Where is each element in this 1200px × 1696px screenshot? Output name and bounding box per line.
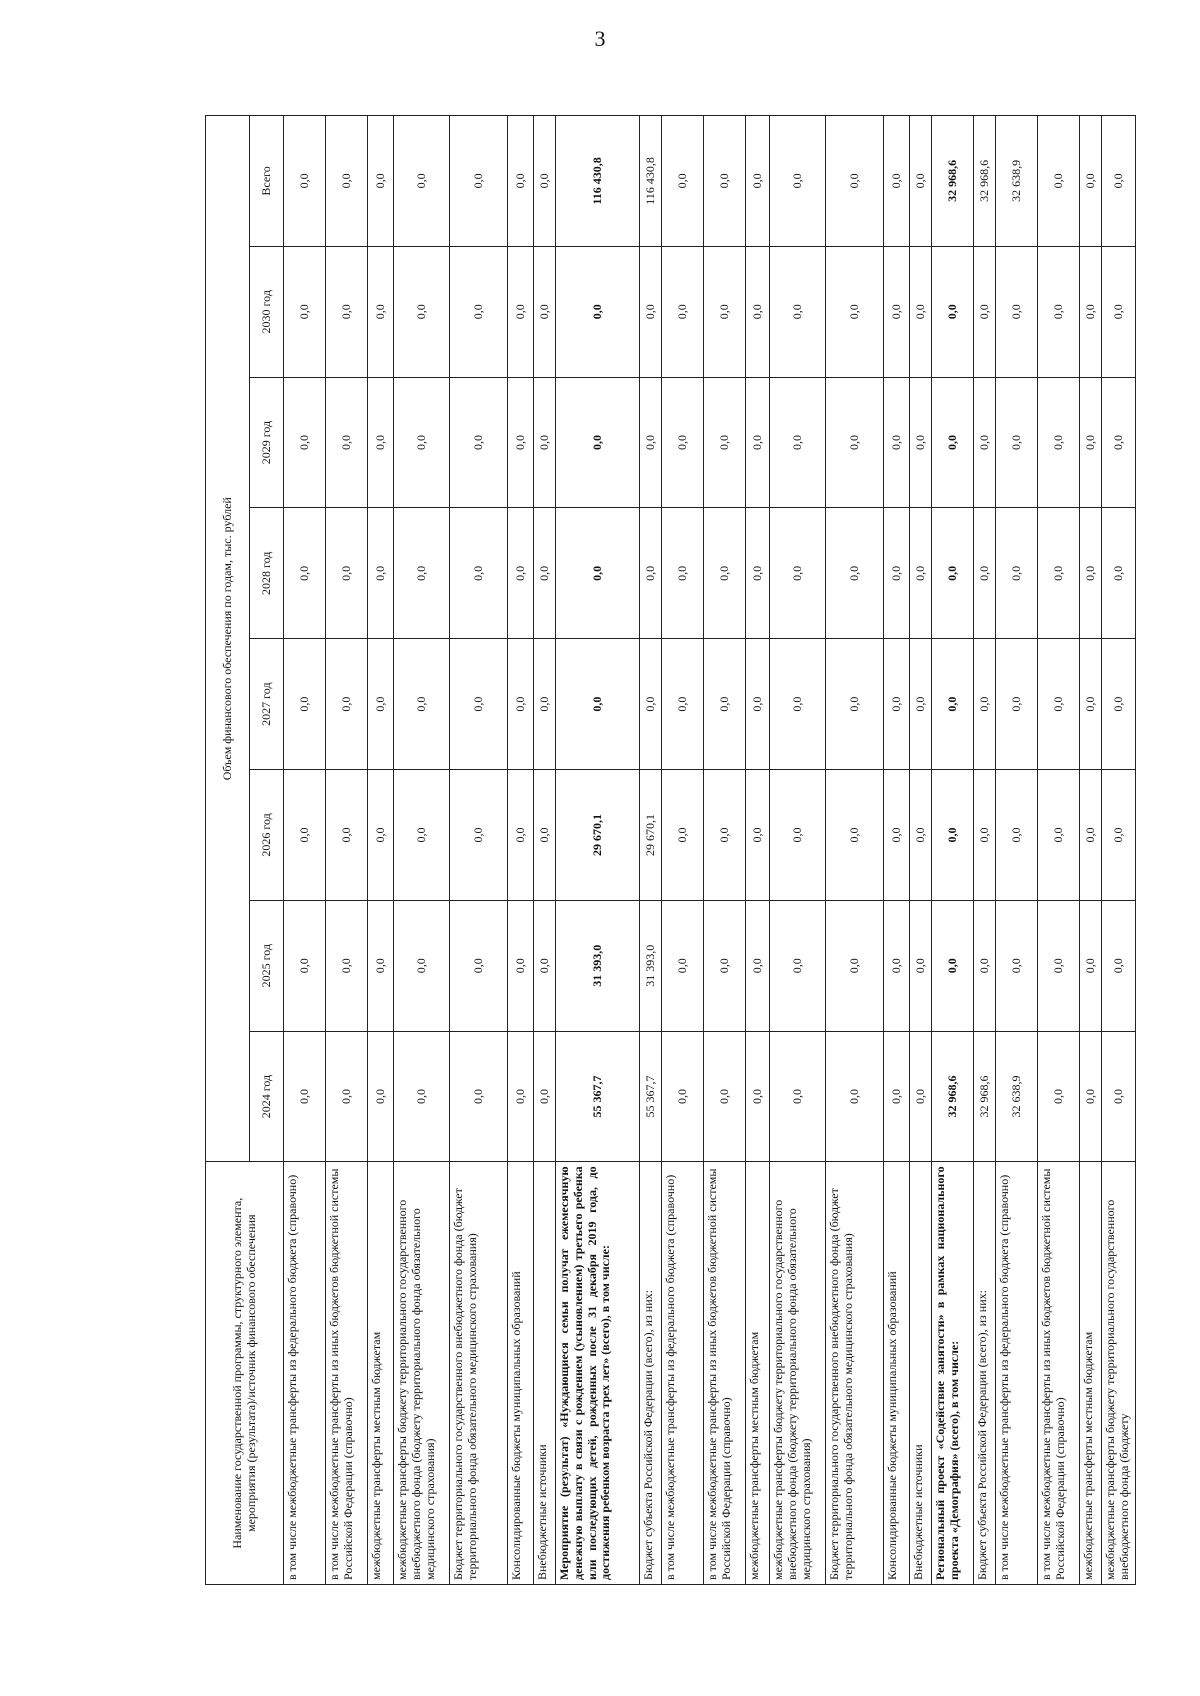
row-value: 0,0 <box>394 508 450 639</box>
row-value: 0,0 <box>662 116 704 247</box>
row-value: 0,0 <box>884 900 910 1031</box>
row-value: 0,0 <box>508 639 534 770</box>
row-value: 0,0 <box>884 116 910 247</box>
row-value: 0,0 <box>770 116 826 247</box>
header-year: Всего <box>250 116 284 247</box>
row-value: 0,0 <box>996 377 1038 508</box>
row-value: 0,0 <box>746 246 770 377</box>
header-name-column: Наименование государственной программы, структурного элемента, мероприятия (результата)/источник финансового обеспечения <box>206 1162 284 1585</box>
table-row <box>368 116 394 1585</box>
row-value: 0,0 <box>932 508 974 639</box>
row-value: 0,0 <box>662 770 704 901</box>
table-row <box>932 116 974 1585</box>
row-value: 0,0 <box>368 508 394 639</box>
row-value: 0,0 <box>910 116 932 247</box>
row-value: 32 968,6 <box>932 1031 974 1162</box>
row-value: 0,0 <box>284 1031 326 1162</box>
row-name: Внебюджетные источники <box>910 1162 932 1585</box>
row-value: 0,0 <box>884 639 910 770</box>
row-value: 0,0 <box>910 377 932 508</box>
row-value: 0,0 <box>826 1031 884 1162</box>
row-value: 0,0 <box>996 639 1038 770</box>
row-name: в том числе межбюджетные трансферты из федерального бюджета (справочно) <box>662 1162 704 1585</box>
row-value: 0,0 <box>884 770 910 901</box>
row-value: 0,0 <box>326 377 368 508</box>
row-value: 0,0 <box>1102 246 1136 377</box>
table-row <box>1038 116 1080 1585</box>
row-value: 0,0 <box>640 639 662 770</box>
row-value: 0,0 <box>746 116 770 247</box>
row-value: 0,0 <box>770 639 826 770</box>
row-value: 0,0 <box>394 900 450 1031</box>
row-value: 0,0 <box>704 900 746 1031</box>
row-name: Мероприятие (результат) «Нуждающиеся семьи получат ежемесячную денежную выплату в связи с рождением (усыновлением) третьего ребенка или последующих детей, рожденных после 31 декабря 2019 года, до достижения ребенком возраста трех лет» (всего), в том числе: <box>556 1162 640 1585</box>
row-value: 0,0 <box>394 377 450 508</box>
row-value: 0,0 <box>394 639 450 770</box>
row-value: 0,0 <box>534 377 556 508</box>
row-value: 0,0 <box>1080 116 1102 247</box>
row-value: 0,0 <box>704 1031 746 1162</box>
row-value: 0,0 <box>704 246 746 377</box>
row-value: 0,0 <box>826 246 884 377</box>
table-row <box>884 116 910 1585</box>
row-name: Консолидированные бюджеты муниципальных образований <box>884 1162 910 1585</box>
row-value: 0,0 <box>910 246 932 377</box>
row-name: в том числе межбюджетные трансферты из федерального бюджета (справочно) <box>996 1162 1038 1585</box>
row-value: 0,0 <box>450 770 508 901</box>
row-value: 0,0 <box>368 900 394 1031</box>
row-value: 0,0 <box>974 770 996 901</box>
row-value: 0,0 <box>450 1031 508 1162</box>
header-year: 2027 год <box>250 639 284 770</box>
table-row <box>996 116 1038 1585</box>
row-value: 0,0 <box>884 508 910 639</box>
row-value: 0,0 <box>974 639 996 770</box>
table-row <box>704 116 746 1585</box>
row-value: 0,0 <box>556 639 640 770</box>
row-value: 0,0 <box>508 1031 534 1162</box>
row-value: 0,0 <box>974 508 996 639</box>
row-value: 55 367,7 <box>640 1031 662 1162</box>
header-year: 2026 год <box>250 770 284 901</box>
row-name: Бюджет территориального государственного внебюджетного фонда (бюджет территориального фонда обязательного медицинского страхования) <box>826 1162 884 1585</box>
row-value: 0,0 <box>996 770 1038 901</box>
row-value: 0,0 <box>996 246 1038 377</box>
row-value: 0,0 <box>746 1031 770 1162</box>
header-year: 2030 год <box>250 246 284 377</box>
row-value: 0,0 <box>746 770 770 901</box>
row-value: 0,0 <box>450 508 508 639</box>
row-value: 0,0 <box>450 639 508 770</box>
row-value: 0,0 <box>508 508 534 639</box>
row-value: 0,0 <box>326 116 368 247</box>
table-row <box>770 116 826 1585</box>
row-value: 0,0 <box>368 770 394 901</box>
row-name: Бюджет субъекта Российской Федерации (всего), из них: <box>640 1162 662 1585</box>
row-value: 32 638,9 <box>996 1031 1038 1162</box>
row-name: Внебюджетные источники <box>534 1162 556 1585</box>
row-value: 0,0 <box>884 246 910 377</box>
row-value: 0,0 <box>326 900 368 1031</box>
row-value: 0,0 <box>326 508 368 639</box>
row-name: в том числе межбюджетные трансферты из иных бюджетов бюджетной системы Российской Федерации (справочно) <box>704 1162 746 1585</box>
row-value: 0,0 <box>534 246 556 377</box>
row-value: 0,0 <box>556 377 640 508</box>
row-value: 0,0 <box>910 639 932 770</box>
row-value: 0,0 <box>368 246 394 377</box>
row-value: 0,0 <box>1102 116 1136 247</box>
row-value: 0,0 <box>746 377 770 508</box>
row-value: 0,0 <box>1102 900 1136 1031</box>
row-name: межбюджетные трансферты местным бюджетам <box>746 1162 770 1585</box>
table-body <box>284 116 1136 1585</box>
row-value: 31 393,0 <box>556 900 640 1031</box>
row-value: 0,0 <box>662 246 704 377</box>
table-row <box>534 116 556 1585</box>
row-value: 32 968,6 <box>974 116 996 247</box>
row-value: 29 670,1 <box>556 770 640 901</box>
row-value: 0,0 <box>1102 639 1136 770</box>
row-value: 0,0 <box>770 246 826 377</box>
table-row <box>1102 116 1136 1585</box>
row-value: 0,0 <box>770 1031 826 1162</box>
header-year: 2025 год <box>250 900 284 1031</box>
row-value: 29 670,1 <box>640 770 662 901</box>
row-value: 0,0 <box>662 639 704 770</box>
row-value: 0,0 <box>910 1031 932 1162</box>
row-value: 0,0 <box>450 900 508 1031</box>
table-row <box>974 116 996 1585</box>
row-name: Консолидированные бюджеты муниципальных образований <box>508 1162 534 1585</box>
row-value: 0,0 <box>996 508 1038 639</box>
row-name: Бюджет субъекта Российской Федерации (всего), из них: <box>974 1162 996 1585</box>
row-value: 0,0 <box>826 508 884 639</box>
row-value: 0,0 <box>368 1031 394 1162</box>
row-value: 0,0 <box>508 246 534 377</box>
row-value: 0,0 <box>662 900 704 1031</box>
row-value: 0,0 <box>704 508 746 639</box>
row-name: Бюджет территориального государственного внебюджетного фонда (бюджет территориального фонда обязательного медицинского страхования) <box>450 1162 508 1585</box>
table-row <box>662 116 704 1585</box>
row-value: 0,0 <box>508 770 534 901</box>
row-value: 0,0 <box>326 246 368 377</box>
row-value: 0,0 <box>826 900 884 1031</box>
row-value: 0,0 <box>534 639 556 770</box>
row-name: межбюджетные трансферты бюджету территориального государственного внебюджетного фонда (бюджету территориального фонда обязательного медицинского страхования) <box>394 1162 450 1585</box>
row-value: 0,0 <box>394 246 450 377</box>
row-value: 0,0 <box>910 508 932 639</box>
row-value: 0,0 <box>1038 770 1080 901</box>
header-group: Объем финансового обеспечения по годам, тыс. рублей <box>206 116 250 1162</box>
table-row <box>326 116 368 1585</box>
row-value: 0,0 <box>932 770 974 901</box>
row-value: 0,0 <box>1102 377 1136 508</box>
row-value: 0,0 <box>826 116 884 247</box>
row-value: 0,0 <box>284 377 326 508</box>
row-value: 0,0 <box>534 508 556 639</box>
row-name: в том числе межбюджетные трансферты из иных бюджетов бюджетной системы Российской Федерации (справочно) <box>326 1162 368 1585</box>
table-row <box>1080 116 1102 1585</box>
row-value: 0,0 <box>1038 246 1080 377</box>
row-value: 31 393,0 <box>640 900 662 1031</box>
row-value: 0,0 <box>1080 246 1102 377</box>
row-name: в том числе межбюджетные трансферты из иных бюджетов бюджетной системы Российской Федерации (справочно) <box>1038 1162 1080 1585</box>
row-value: 0,0 <box>508 900 534 1031</box>
row-value: 0,0 <box>662 1031 704 1162</box>
table-row <box>640 116 662 1585</box>
row-value: 0,0 <box>394 116 450 247</box>
row-name: в том числе межбюджетные трансферты из федерального бюджета (справочно) <box>284 1162 326 1585</box>
row-value: 0,0 <box>284 508 326 639</box>
row-name: Региональный проект «Содействие занятости» в рамках национального проекта «Демография» (всего), в том числе: <box>932 1162 974 1585</box>
row-value: 0,0 <box>884 1031 910 1162</box>
row-value: 0,0 <box>450 377 508 508</box>
row-value: 0,0 <box>1080 900 1102 1031</box>
row-value: 0,0 <box>556 508 640 639</box>
row-value: 0,0 <box>704 770 746 901</box>
row-value: 0,0 <box>884 377 910 508</box>
row-value: 32 968,6 <box>932 116 974 247</box>
row-value: 0,0 <box>1080 770 1102 901</box>
row-value: 0,0 <box>284 900 326 1031</box>
row-value: 0,0 <box>1038 508 1080 639</box>
row-value: 0,0 <box>508 377 534 508</box>
row-value: 0,0 <box>704 377 746 508</box>
row-name: межбюджетные трансферты местным бюджетам <box>368 1162 394 1585</box>
row-value: 0,0 <box>746 900 770 1031</box>
table-row <box>910 116 932 1585</box>
row-value: 0,0 <box>450 246 508 377</box>
page-number: 3 <box>594 26 606 51</box>
row-value: 0,0 <box>826 770 884 901</box>
row-value: 0,0 <box>932 246 974 377</box>
row-value: 0,0 <box>508 116 534 247</box>
row-value: 0,0 <box>704 116 746 247</box>
row-value: 0,0 <box>1080 639 1102 770</box>
row-value: 0,0 <box>826 377 884 508</box>
financing-table <box>205 115 1136 1585</box>
row-value: 0,0 <box>770 508 826 639</box>
row-value: 0,0 <box>826 639 884 770</box>
row-name: межбюджетные трансферты бюджету территориального государственного внебюджетного фонда (бюджету <box>1102 1162 1136 1585</box>
row-value: 0,0 <box>910 770 932 901</box>
rotated-table-container <box>205 115 1131 1585</box>
row-name: межбюджетные трансферты местным бюджетам <box>1080 1162 1102 1585</box>
row-value: 0,0 <box>326 1031 368 1162</box>
row-value: 0,0 <box>640 508 662 639</box>
row-value: 0,0 <box>1102 508 1136 639</box>
row-value: 0,0 <box>326 639 368 770</box>
row-value: 0,0 <box>1080 508 1102 639</box>
header-year: 2024 год <box>250 1031 284 1162</box>
table-row <box>508 116 534 1585</box>
row-value: 0,0 <box>932 377 974 508</box>
row-value: 0,0 <box>746 508 770 639</box>
row-value: 0,0 <box>1038 900 1080 1031</box>
row-value: 0,0 <box>534 116 556 247</box>
row-value: 0,0 <box>1038 639 1080 770</box>
row-value: 0,0 <box>662 377 704 508</box>
row-value: 0,0 <box>284 770 326 901</box>
row-value: 0,0 <box>932 639 974 770</box>
row-value: 0,0 <box>368 639 394 770</box>
table-row <box>394 116 450 1585</box>
row-value: 0,0 <box>770 900 826 1031</box>
row-value: 55 367,7 <box>556 1031 640 1162</box>
row-value: 0,0 <box>1080 377 1102 508</box>
row-value: 0,0 <box>394 770 450 901</box>
row-value: 0,0 <box>1038 116 1080 247</box>
row-value: 0,0 <box>704 639 746 770</box>
row-value: 0,0 <box>910 900 932 1031</box>
row-value: 0,0 <box>1038 1031 1080 1162</box>
row-value: 0,0 <box>932 900 974 1031</box>
row-value: 116 430,8 <box>640 116 662 247</box>
header-year: 2028 год <box>250 508 284 639</box>
row-value: 0,0 <box>662 508 704 639</box>
row-value: 0,0 <box>746 639 770 770</box>
table-row <box>284 116 326 1585</box>
row-value: 0,0 <box>640 377 662 508</box>
row-value: 32 968,6 <box>974 1031 996 1162</box>
row-value: 0,0 <box>534 770 556 901</box>
row-value: 0,0 <box>770 770 826 901</box>
table-row <box>450 116 508 1585</box>
table-row <box>556 116 640 1585</box>
row-value: 0,0 <box>284 639 326 770</box>
row-value: 32 638,9 <box>996 116 1038 247</box>
row-value: 0,0 <box>1080 1031 1102 1162</box>
row-value: 0,0 <box>770 377 826 508</box>
row-value: 0,0 <box>534 1031 556 1162</box>
row-value: 0,0 <box>1102 1031 1136 1162</box>
row-name: межбюджетные трансферты бюджету территориального государственного внебюджетного фонда (бюджету территориального фонда обязательного медицинского страхования) <box>770 1162 826 1585</box>
table-row <box>826 116 884 1585</box>
row-value: 116 430,8 <box>556 116 640 247</box>
row-value: 0,0 <box>394 1031 450 1162</box>
row-value: 0,0 <box>974 246 996 377</box>
row-value: 0,0 <box>996 900 1038 1031</box>
row-value: 0,0 <box>368 116 394 247</box>
row-value: 0,0 <box>450 116 508 247</box>
row-value: 0,0 <box>1102 770 1136 901</box>
row-value: 0,0 <box>326 770 368 901</box>
table-row <box>746 116 770 1585</box>
row-value: 0,0 <box>534 900 556 1031</box>
row-value: 0,0 <box>284 246 326 377</box>
row-value: 0,0 <box>974 377 996 508</box>
header-year: 2029 год <box>250 377 284 508</box>
row-value: 0,0 <box>640 246 662 377</box>
row-value: 0,0 <box>284 116 326 247</box>
row-value: 0,0 <box>368 377 394 508</box>
row-value: 0,0 <box>974 900 996 1031</box>
row-value: 0,0 <box>1038 377 1080 508</box>
table-header <box>206 116 284 1585</box>
row-value: 0,0 <box>556 246 640 377</box>
